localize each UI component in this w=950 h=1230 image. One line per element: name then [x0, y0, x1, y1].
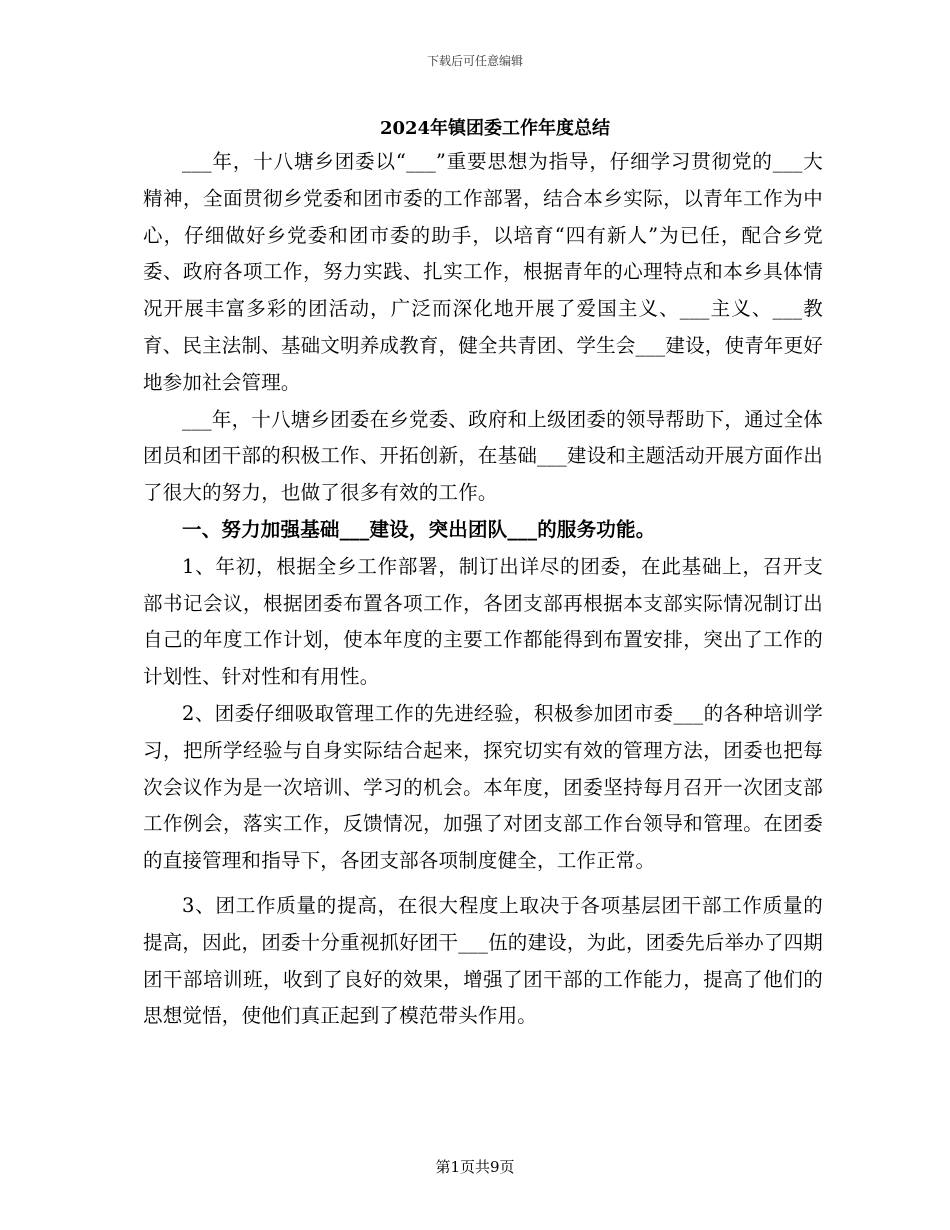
- paragraph-intro: ___年，十八塘乡团委以“___”重要思想为指导，仔细学习贯彻党的___大精神，全面贯彻乡党委和团市委的工作部署，结合本乡实际，以青年工作为中心，仔细做好乡党委和团市委的助手，以培育“四有新人”为已任，配合乡党委、政府各项工作，努力实践、扎实工作，根据青年的心理特点和本乡具体情况开展丰富多彩的团活动，广泛而深化地开展了爱国主义、___主义、___教育、民主法制、基础文明养成教育，健全共青团、学生会___建设，使青年更好地参加社会管理。: [143, 150, 823, 394]
- section-heading: 一、努力加强基础___建设，突出团队___的服务功能。: [182, 517, 656, 541]
- paragraph-item-2: 2、团委仔细吸取管理工作的先进经验，积极参加团市委___的各种培训学习，把所学经验与自身实际结合起来，探究切实有效的管理方法，团委也把每次会议作为是一次培训、学习的机会。本年度，团委坚持每月召开一次团支部工作例会，落实工作，反馈情况，加强了对团支部工作台领导和管理。在团委的直接管理和指导下，各团支部各项制度健全，工作正常。: [143, 701, 823, 873]
- paragraph-item-1: 1、年初，根据全乡工作部署，制订出详尽的团委，在此基础上，召开支部书记会议，根据团委布置各项工作，各团支部再根据本支部实际情况制订出自己的年度工作计划，使本年度的主要工作都能得到布置安排，突出了工作的计划性、针对性和有用性。: [143, 554, 823, 689]
- paragraph-summary: ___年，十八塘乡团委在乡党委、政府和上级团委的领导帮助下，通过全体团员和团干部的积极工作、开拓创新，在基础___建设和主题活动开展方面作出了很大的努力，也做了很多有效的工作。: [143, 407, 823, 505]
- document-body: [143, 144, 823, 1035]
- paragraph-item-3: 3、团工作质量的提高，在很大程度上取决于各项基层团干部工作质量的提高，因此，团委十分重视抓好团干___伍的建设，为此，团委先后举办了四期团干部培训班，收到了良好的效果，增强了团干部的工作能力，提高了他们的思想觉悟，使他们真正起到了模范带头作用。: [143, 893, 823, 1028]
- document-title: 2024年镇团委工作年度总结: [379, 118, 611, 139]
- page-indicator: 第1页共9页: [435, 1158, 515, 1176]
- header-note: 下载后可任意编辑: [426, 54, 523, 68]
